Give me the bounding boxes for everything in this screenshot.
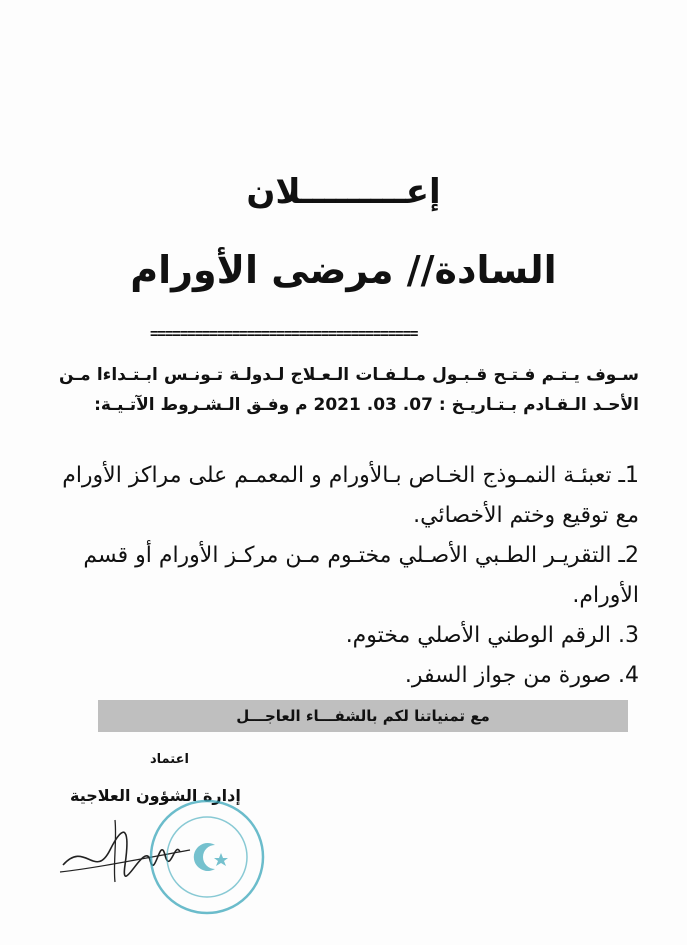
approval-label: اعتماد (150, 752, 189, 767)
official-stamp-icon (145, 795, 270, 920)
condition-item-4: 4. صورة من جواز السفر. (404, 663, 639, 688)
divider-line: ==================================== (150, 326, 418, 342)
department-name: إدارة الشؤون العلاجية (70, 786, 241, 805)
condition-item-2: 2ـ التقريـر الطـبي الأصـلي مختـوم مـن مركـز الأورام أو قسم الأورام. (83, 543, 639, 608)
intro-paragraph: سـوف يـتـم فـتـح قـبـول مـلـفـات الـعـلاج لـدولـة تـونـس ابـتـداءا مـن الأحـد الـقـادم بـتـاريـخ : 07. 03. 2021 م وفـق الـشـروط الآتـيـة: (59, 365, 639, 415)
conditions-list (59, 456, 639, 696)
condition-item-1: 1ـ تعبئـة النمـوذج الخـاص بـالأورام و المعمـم على مراكز الأورام مع توقيع وختم الأخصائي. (62, 463, 639, 528)
page-subtitle: السادة// مرضى الأورام (130, 248, 557, 292)
condition-item-3: 3. الرقم الوطني الأصلي مختوم. (345, 623, 639, 648)
page-title: إعـــــــــلان (246, 172, 441, 212)
wishes-banner: مع تمنياتنا لكم بالشفـــاء العاجـــل (98, 700, 628, 732)
